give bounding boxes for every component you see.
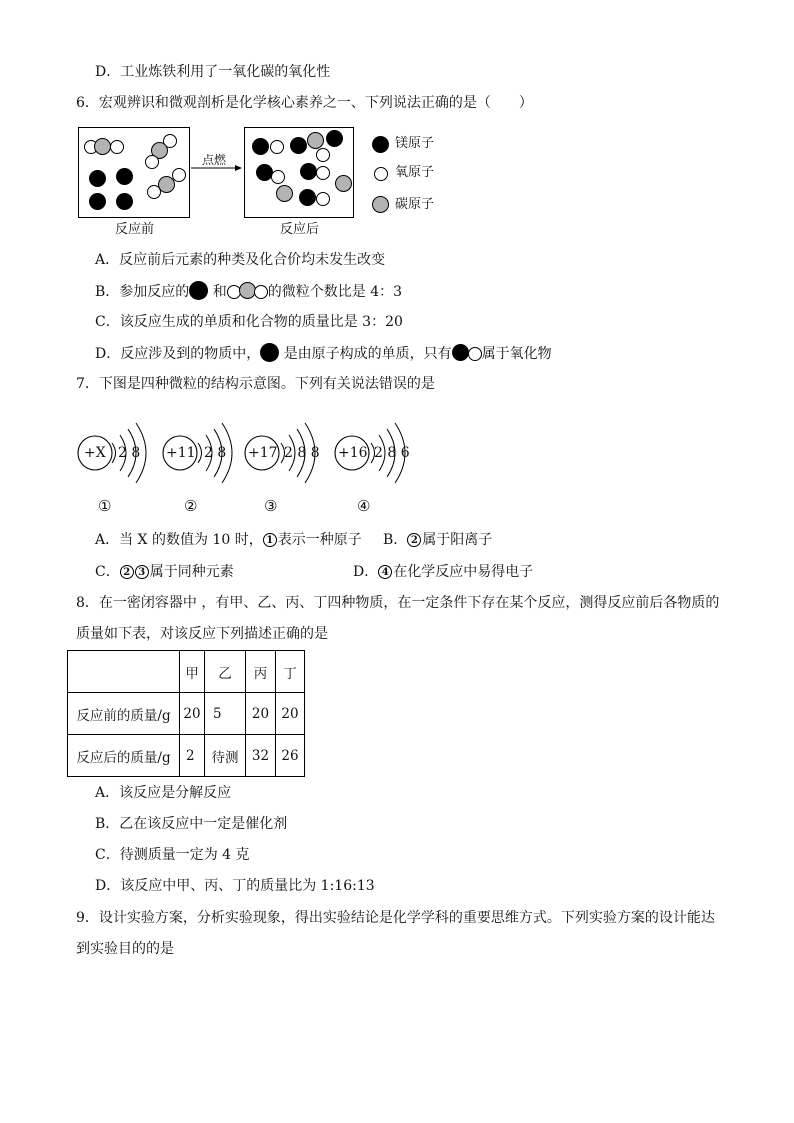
table-cell: 待测 xyxy=(205,735,246,777)
mass-table xyxy=(67,650,305,777)
q7-option-d: D． 4 在化学反应中易得电子 xyxy=(353,564,534,580)
after-label: 反应后 xyxy=(280,222,320,237)
q7-option-c: C． 2 3 属于同种元素 xyxy=(95,564,234,580)
before-label: 反应前 xyxy=(115,222,155,237)
table-cell: 20 xyxy=(180,693,205,735)
q6-option-a: A．反应前后元素的种类及化合价均未发生改变 xyxy=(95,252,386,268)
magnesium-atom-icon xyxy=(89,170,106,187)
q5-option-d: D．工业炼铁利用了一氧化碳的氧化性 xyxy=(95,64,331,80)
table-cell: 反应后的质量/g xyxy=(68,735,180,777)
table-header-cell: 乙 xyxy=(205,651,246,693)
table-cell: 32 xyxy=(246,735,276,777)
q6-option-b-post: 的微粒个数比是 4：3 xyxy=(267,284,403,300)
table-header-cell xyxy=(68,651,180,693)
table-cell: 20 xyxy=(246,693,276,735)
legend-carbon-label: 碳原子 xyxy=(395,197,435,212)
oxygen-atom-icon xyxy=(316,192,330,206)
particle-4-shells: 2 8 6 xyxy=(374,445,410,461)
q6-option-d-pre: D．反应涉及到的物质中， xyxy=(95,346,261,362)
legend-oxygen-icon xyxy=(374,167,388,181)
q6-option-c: C．该反应生成的单质和化合物的质量比是 3：20 xyxy=(95,314,403,330)
q8-option-b: B．乙在该反应中一定是催化剂 xyxy=(95,816,288,832)
circled-number: 4 xyxy=(378,565,392,579)
carbon-atom-icon xyxy=(94,138,111,155)
table-cell: 反应前的质量/g xyxy=(68,693,180,735)
table-cell: 2 xyxy=(180,735,205,777)
oxygen-atom-icon xyxy=(271,170,285,184)
arrow-label: 点燃 xyxy=(202,153,227,167)
carbon-atom-icon xyxy=(335,175,352,192)
magnesium-atom-icon xyxy=(326,130,343,147)
table-header-row xyxy=(68,651,305,693)
particle-2-label: ② xyxy=(184,497,198,515)
q6-option-b-mid: 和 xyxy=(212,284,227,300)
q7-option-a: A．当 X 的数值为 10 时， 1 表示一种原子 xyxy=(95,532,362,548)
oxygen-atom-icon xyxy=(316,148,330,162)
q6-stem: 6．宏观辨识和微观剖析是化学核心素养之一、下列说法正确的是（ ） xyxy=(76,95,533,111)
particle-1-nucleus: +X xyxy=(84,445,106,461)
q8-option-a: A．该反应是分解反应 xyxy=(95,785,232,801)
q7-option-b: B． 2 属于阳离子 xyxy=(383,532,493,548)
oxygen-atom-icon xyxy=(110,140,124,154)
circled-number: 3 xyxy=(135,565,149,579)
q6-option-d xyxy=(95,343,552,364)
magnesium-atom-icon xyxy=(252,138,269,155)
table-row xyxy=(68,735,305,777)
carbon-atom-icon xyxy=(307,132,324,149)
particle-3-label: ③ xyxy=(264,497,278,515)
q7-stem: 7．下图是四种微粒的结构示意图。下列有关说法错误的是 xyxy=(76,376,435,392)
particle-4-label: ④ xyxy=(357,497,371,515)
table-header-cell: 丙 xyxy=(246,651,276,693)
circled-number: 2 xyxy=(120,565,134,579)
q8-stem-line1: 8．在一密闭容器中 ，有甲、乙、丙、丁四种物质，在一定条件下存在某个反应，测得反应前后各物质的 xyxy=(76,595,720,611)
oxygen-atom-icon xyxy=(254,285,268,299)
particle-2-nucleus: +11 xyxy=(166,445,196,461)
q6-option-d-mid: 是由原子构成的单质，只有 xyxy=(283,346,452,362)
q9-stem-line1: 9．设计实验方案，分析实验现象，得出实验结论是化学学科的重要思维方式。下列实验方案的设计能达 xyxy=(76,910,715,926)
particle-1-shells: 2 8 xyxy=(118,445,141,461)
magnesium-atom-icon xyxy=(116,168,133,185)
oxygen-atom-icon xyxy=(468,347,482,361)
q6-option-b-pre: B．参加反应的 xyxy=(95,284,190,300)
table-cell: 26 xyxy=(276,735,305,777)
particle-2-shells: 2 8 xyxy=(204,445,227,461)
table-cell: 5 xyxy=(205,693,246,735)
magnesium-atom-icon xyxy=(189,281,208,300)
oxygen-atom-icon xyxy=(145,155,159,169)
oxygen-atom-icon xyxy=(147,185,161,199)
particle-3-shells: 2 8 8 xyxy=(284,445,320,461)
table-cell: 20 xyxy=(276,693,305,735)
particle-3-nucleus: +17 xyxy=(248,445,278,461)
legend-oxygen-label: 氧原子 xyxy=(395,165,435,180)
reaction-after-box xyxy=(244,127,354,218)
table-header-cell: 甲 xyxy=(180,651,205,693)
q6-option-b xyxy=(95,281,402,302)
table-row xyxy=(68,693,305,735)
legend-carbon-icon xyxy=(372,196,389,213)
magnesium-atom-icon xyxy=(300,163,317,180)
particle-4-nucleus: +16 xyxy=(338,445,368,461)
magnesium-atom-icon xyxy=(452,344,469,361)
legend-magnesium-icon xyxy=(372,136,389,153)
atomic-structure-diagrams xyxy=(70,405,430,525)
magnesium-atom-icon xyxy=(290,137,307,154)
legend-magnesium-label: 镁原子 xyxy=(395,136,435,151)
magnesium-atom-icon xyxy=(116,193,133,210)
oxygen-atom-icon xyxy=(316,166,330,180)
circled-number: 2 xyxy=(407,533,421,547)
q8-option-c: C．待测质量一定为 4 克 xyxy=(95,847,250,863)
q6-option-d-post: 属于氧化物 xyxy=(481,346,552,362)
q9-stem-line2: 到实验目的的是 xyxy=(76,941,174,957)
q8-stem-line2: 质量如下表，对该反应下列描述正确的是 xyxy=(76,626,328,642)
particle-1-label: ① xyxy=(98,497,112,515)
magnesium-atom-icon xyxy=(299,189,316,206)
magnesium-atom-icon xyxy=(89,193,106,210)
reaction-before-box xyxy=(78,127,190,218)
q8-option-d: D．该反应中甲、丙、丁的质量比为 1:16:13 xyxy=(95,878,375,894)
oxygen-atom-icon xyxy=(270,140,284,154)
magnesium-atom-icon xyxy=(260,343,279,362)
table-header-cell: 丁 xyxy=(276,651,305,693)
carbon-atom-icon xyxy=(276,185,293,202)
circled-number: 1 xyxy=(263,533,277,547)
